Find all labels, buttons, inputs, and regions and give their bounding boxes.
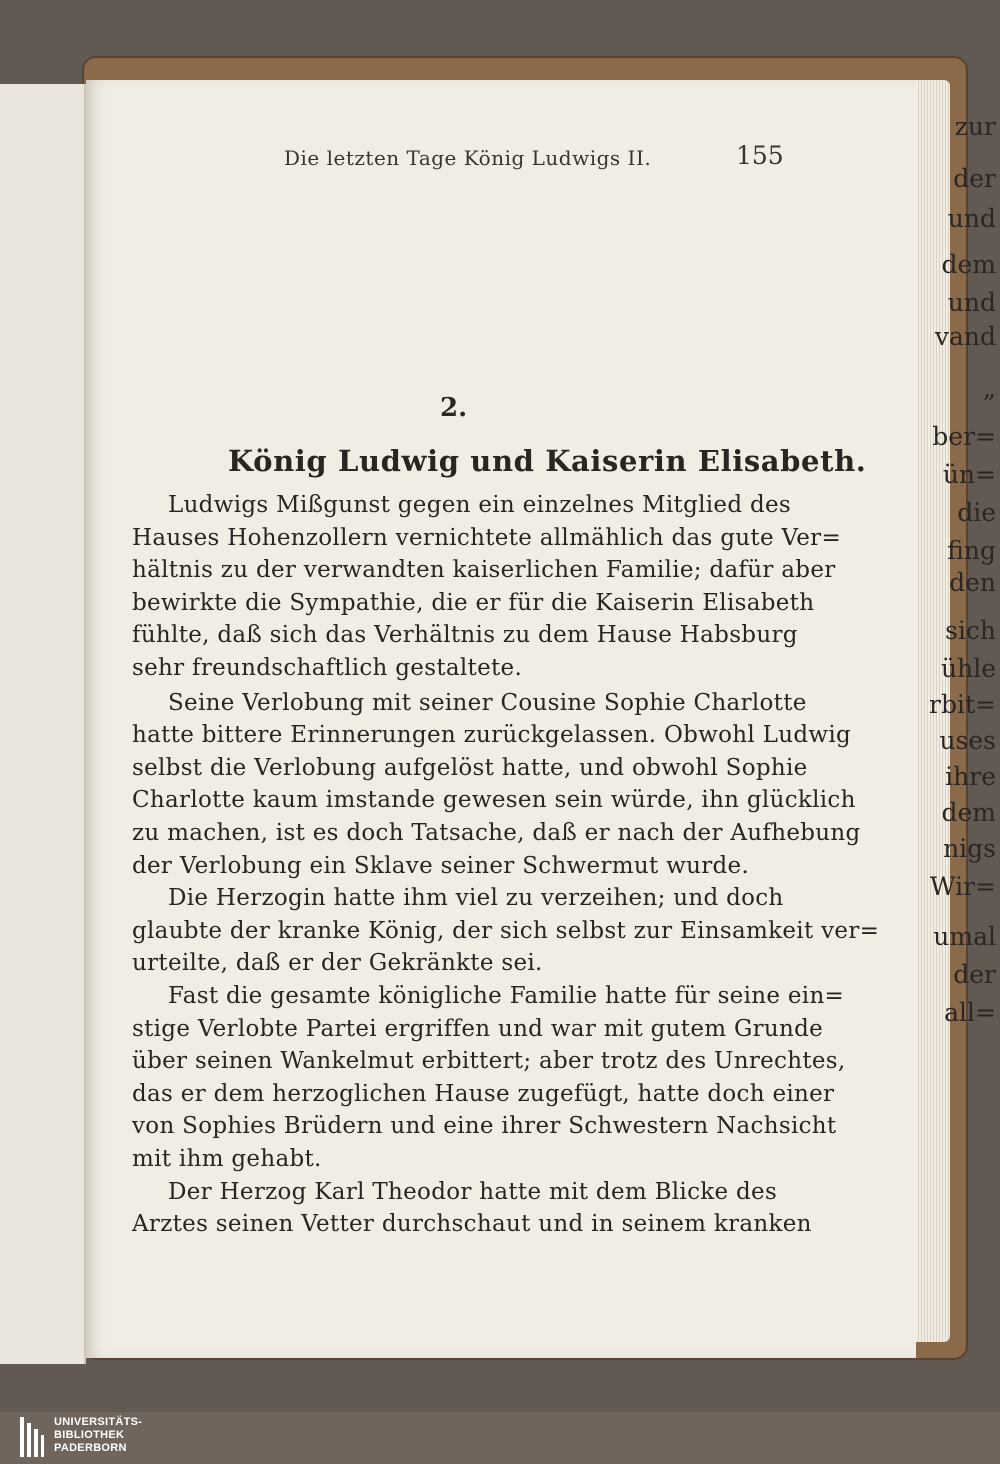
- left-page-fragment: den: [949, 568, 996, 597]
- text-line: mit ihm gehabt.: [132, 1146, 322, 1172]
- text-line: stige Verlobte Partei ergriffen und war mit gutem Grunde: [132, 1015, 824, 1042]
- library-name-line-3: PADERBORN: [54, 1442, 127, 1454]
- left-page-fragment: „: [983, 374, 996, 403]
- left-page-fragment: nigs: [943, 834, 996, 863]
- left-page-fragment: dem: [941, 250, 996, 279]
- left-page-fragment: und: [947, 288, 996, 317]
- left-page-fragment: uses: [939, 726, 996, 755]
- text-line: hältnis zu der verwandten kaiserlichen Familie; dafür aber: [132, 557, 836, 584]
- text-line: glaubte der kranke König, der sich selbst zur Einsamkeit ver=: [132, 917, 880, 944]
- text-line: das er dem herzoglichen Hause zugefügt, hatte doch einer: [132, 1080, 835, 1107]
- left-page-fragment: fing: [947, 536, 996, 565]
- left-page-fragment: Wir=: [929, 872, 996, 901]
- left-page-fragment: all=: [944, 998, 996, 1027]
- text-line: hatte bittere Erinnerungen zurückgelassen. Obwohl Ludwig: [132, 722, 852, 749]
- left-page-fragment: die: [957, 498, 996, 527]
- text-line: Arztes seinen Vetter durchschaut und in seinem kranken: [132, 1211, 812, 1238]
- text-line: sehr freundschaftlich gestaltete.: [132, 655, 523, 681]
- page-number: 155: [736, 141, 784, 170]
- text-line: urteilte, daß er der Gekränkte sei.: [132, 950, 543, 977]
- left-page-fragment: ber=: [932, 422, 996, 451]
- text-line: zu machen, ist es doch Tatsache, daß er nach der Aufhebung: [132, 820, 861, 846]
- left-page-fragment: sich: [945, 616, 996, 645]
- left-page-fragment: zur: [954, 112, 996, 141]
- chapter-title: König Ludwig und Kaiserin Elisabeth.: [228, 444, 867, 478]
- text-line: Charlotte kaum imstande gewesen sein würde, ihn glücklich: [132, 787, 856, 814]
- chapter-number: 2.: [440, 393, 468, 423]
- text-line: der Verlobung ein Sklave seiner Schwermut wurde.: [132, 852, 750, 879]
- library-name-line-2: BIBLIOTHEK: [54, 1429, 125, 1441]
- left-page-fragment: vand: [934, 322, 996, 351]
- library-name: [54, 1416, 174, 1455]
- text-line: Seine Verlobung mit seiner Cousine Sophie Charlotte: [168, 689, 807, 716]
- text-line: Ludwigs Mißgunst gegen ein einzelnes Mitglied des: [168, 492, 792, 518]
- library-name-line-1: UNIVERSITÄTS-: [54, 1416, 143, 1428]
- running-head: Die letzten Tage König Ludwigs II.: [284, 146, 652, 170]
- left-page-fragment: der: [953, 960, 996, 989]
- left-page-fragment: ühle: [941, 654, 996, 683]
- text-line: Der Herzog Karl Theodor hatte mit dem Blicke des: [168, 1178, 778, 1205]
- left-page-fragment: ün=: [942, 460, 996, 489]
- left-page-fragment: umal: [933, 922, 996, 951]
- left-page-fragment: rbit=: [929, 690, 996, 719]
- left-page: [0, 84, 86, 1364]
- text-line: Fast die gesamte königliche Familie hatte für seine ein=: [168, 983, 845, 1009]
- text-line: fühlte, daß sich das Verhältnis zu dem Hause Habsburg: [132, 622, 798, 649]
- text-line: Hauses Hohenzollern vernichtete allmählich das gute Ver=: [132, 524, 842, 551]
- text-line: von Sophies Brüdern und eine ihrer Schwestern Nachsicht: [132, 1113, 837, 1140]
- left-page-fragment: und: [947, 204, 996, 233]
- left-page-fragment: ihre: [945, 762, 996, 791]
- text-line: selbst die Verlobung aufgelöst hatte, und obwohl Sophie: [132, 754, 808, 781]
- text-line: über seinen Wankelmut erbittert; aber trotz des Unrechtes,: [132, 1048, 846, 1075]
- text-line: bewirkte die Sympathie, die er für die Kaiserin Elisabeth: [132, 589, 815, 616]
- text-line: Die Herzogin hatte ihm viel zu verzeihen; und doch: [168, 885, 784, 912]
- library-logo-icon: [20, 1417, 44, 1457]
- left-page-fragment: dem: [941, 798, 996, 827]
- left-page-fragment: der: [953, 164, 996, 193]
